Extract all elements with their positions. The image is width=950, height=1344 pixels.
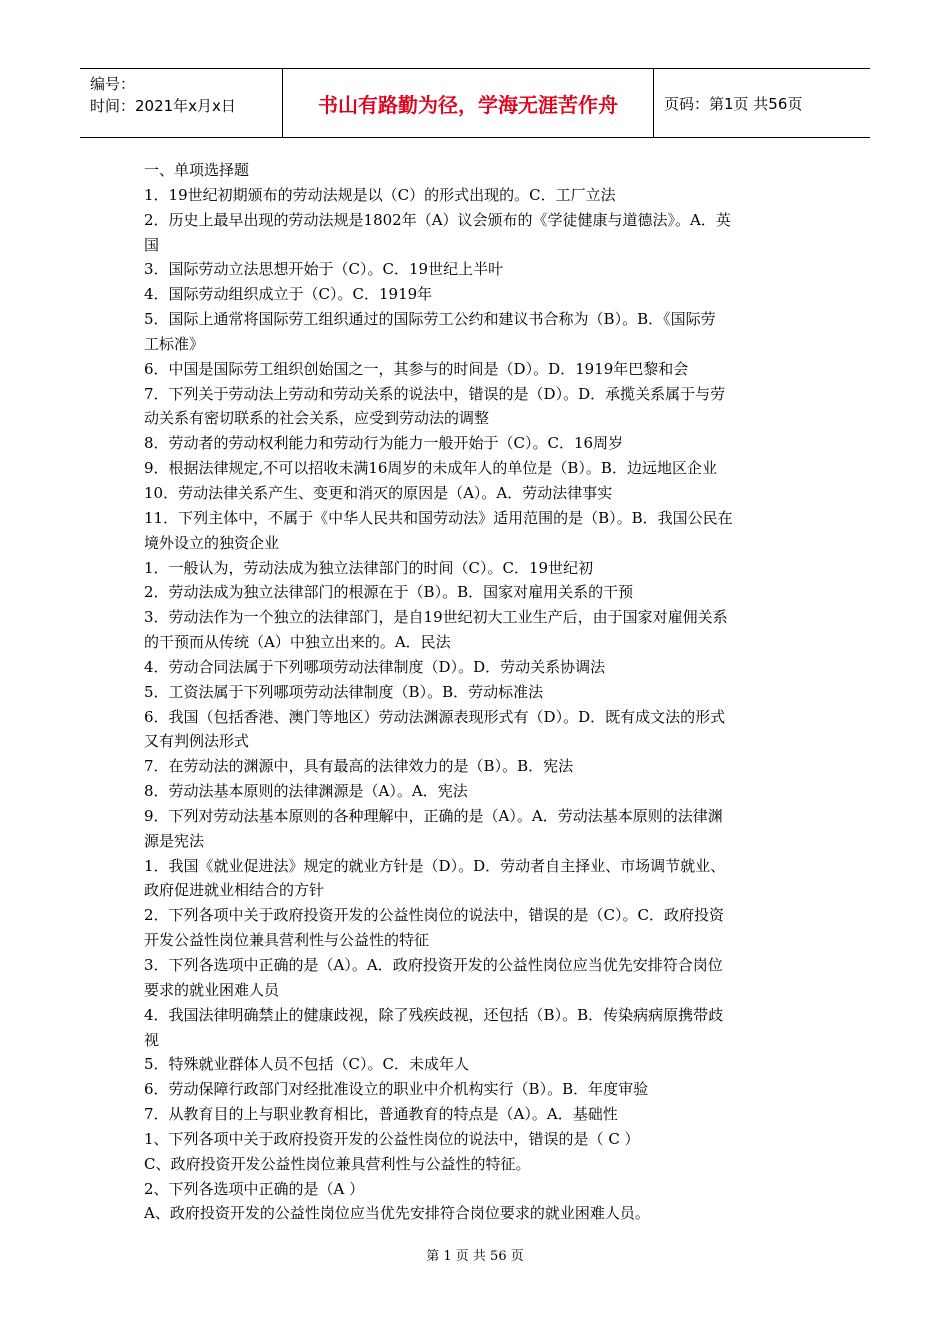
text-line: 政府促进就业相结合的方针	[144, 881, 325, 900]
text-line: 11．下列主体中，不属于《中华人民共和国劳动法》适用范围的是（B）。B．我国公民在	[144, 508, 733, 527]
text-line: 5．特殊就业群体人员不包括（C）。C．未成年人	[144, 1055, 469, 1074]
text-line: 1．我国《就业促进法》规定的就业方针是（D）。D．劳动者自主择业、市场调节就业、	[144, 856, 726, 875]
text-line: C、政府投资开发公益性岗位兼具营利性与公益性的特征。	[144, 1154, 531, 1173]
text-line: 1、下列各项中关于政府投资开发的公益性岗位的说法中，错误的是（ C ）	[144, 1129, 640, 1148]
text-line: 又有判例法形式	[144, 732, 250, 751]
header-motto: 书山有路勤为径，学海无涯苦作舟	[282, 69, 654, 137]
text-line: 1．19世纪初期颁布的劳动法规是以（C）的形式出现的。C．工厂立法	[144, 185, 616, 204]
page-footer: 第 1 页 共 56 页	[426, 1249, 524, 1264]
text-line: 4．我国法律明确禁止的健康歧视，除了残疾歧视，还包括（B）。B．传染病病原携带歧	[144, 1005, 724, 1024]
text-line: 6．劳动保障行政部门对经批准设立的职业中介机构实行（B）。B．年度审验	[144, 1080, 649, 1099]
text-line: 6．中国是国际劳工组织创始国之一，其参与的时间是（D）。D．1919年巴黎和会	[144, 359, 689, 378]
text-line: 的干预而从传统（A）中独立出来的。A．民法	[144, 633, 451, 652]
text-line: 3．劳动法作为一个独立的法律部门，是自19世纪初大工业生产后，由于国家对雇佣关系	[144, 608, 728, 627]
text-line: 9．下列对劳动法基本原则的各种理解中，正确的是（A）。A．劳动法基本原则的法律渊	[144, 806, 723, 825]
document-body	[144, 158, 812, 1226]
text-line: 2．劳动法成为独立法律部门的根源在于（B）。B．国家对雇用关系的干预	[144, 583, 634, 602]
text-line: 开发公益性岗位兼具营利性与公益性的特征	[144, 931, 430, 950]
text-line: 3．下列各选项中正确的是（A）。A．政府投资开发的公益性岗位应当优先安排符合岗位	[144, 956, 723, 974]
text-line: 5．国际上通常将国际劳工组织通过的国际劳工公约和建议书合称为（B）。B．《国际劳	[144, 310, 716, 329]
text-line: 境外设立的独资企业	[144, 533, 280, 552]
date-label: 时间：2021年x月x日	[90, 97, 236, 115]
text-line: A、政府投资开发的公益性岗位应当优先安排符合岗位要求的就业困难人员。	[144, 1204, 650, 1223]
text-line: 6．我国（包括香港、澳门等地区）劳动法渊源表现形式有（D）。D．既有成文法的形式	[144, 707, 726, 726]
text-line: 7．在劳动法的渊源中，具有最高的法律效力的是（B）。B．宪法	[144, 757, 574, 776]
text-line: 7．下列关于劳动法上劳动和劳动关系的说法中，错误的是（D）。D．承揽关系属于与劳	[144, 384, 726, 403]
text-line: 视	[144, 1030, 160, 1049]
text-line: 源是宪法	[144, 831, 205, 850]
text-line: 9．根据法律规定,不可以招收未满16周岁的未成年人的单位是（B）。B．边远地区企业	[144, 459, 717, 478]
text-line: 国	[144, 235, 160, 254]
text-line: 1．一般认为，劳动法成为独立法律部门的时间（C）。C．19世纪初	[144, 558, 594, 577]
text-line: 3．国际劳动立法思想开始于（C）。C．19世纪上半叶	[144, 260, 504, 279]
text-line: 要求的就业困难人员	[144, 980, 280, 999]
text-line: 4．劳动合同法属于下列哪项劳动法律制度（D）。D．劳动关系协调法	[144, 657, 606, 676]
text-line: 8．劳动法基本原则的法律渊源是（A）。A．宪法	[144, 782, 468, 801]
text-line: 动关系有密切联系的社会关系，应受到劳动法的调整	[144, 409, 490, 428]
text-line: 7．从教育目的上与职业教育相比，普通教育的特点是（A）。A．基础性	[144, 1105, 618, 1124]
text-line: 一、单项选择题	[144, 161, 250, 179]
header-meta	[80, 69, 280, 137]
text-line: 工标准》	[144, 334, 205, 353]
text-line: 4．国际劳动组织成立于（C）。C．1919年	[144, 285, 433, 304]
number-label: 编号：	[90, 75, 136, 93]
page-header	[80, 68, 870, 138]
header-page-info: 页码：第1页 共56页	[664, 94, 803, 113]
text-line: 2、下列各选项中正确的是（A ）	[144, 1179, 365, 1198]
text-line: 2．下列各项中关于政府投资开发的公益性岗位的说法中，错误的是（C）。C．政府投资	[144, 906, 725, 925]
text-line: 5．工资法属于下列哪项劳动法律制度（B）。B．劳动标准法	[144, 682, 544, 701]
text-line: 8．劳动者的劳动权利能力和劳动行为能力一般开始于（C）。C．16周岁	[144, 434, 624, 453]
text-line: 10．劳动法律关系产生、变更和消灭的原因是（A）。A．劳动法律事实	[144, 483, 613, 502]
text-line: 2．历史上最早出现的劳动法规是1802年（A）议会颁布的《学徒健康与道德法》。A．英	[144, 210, 731, 229]
